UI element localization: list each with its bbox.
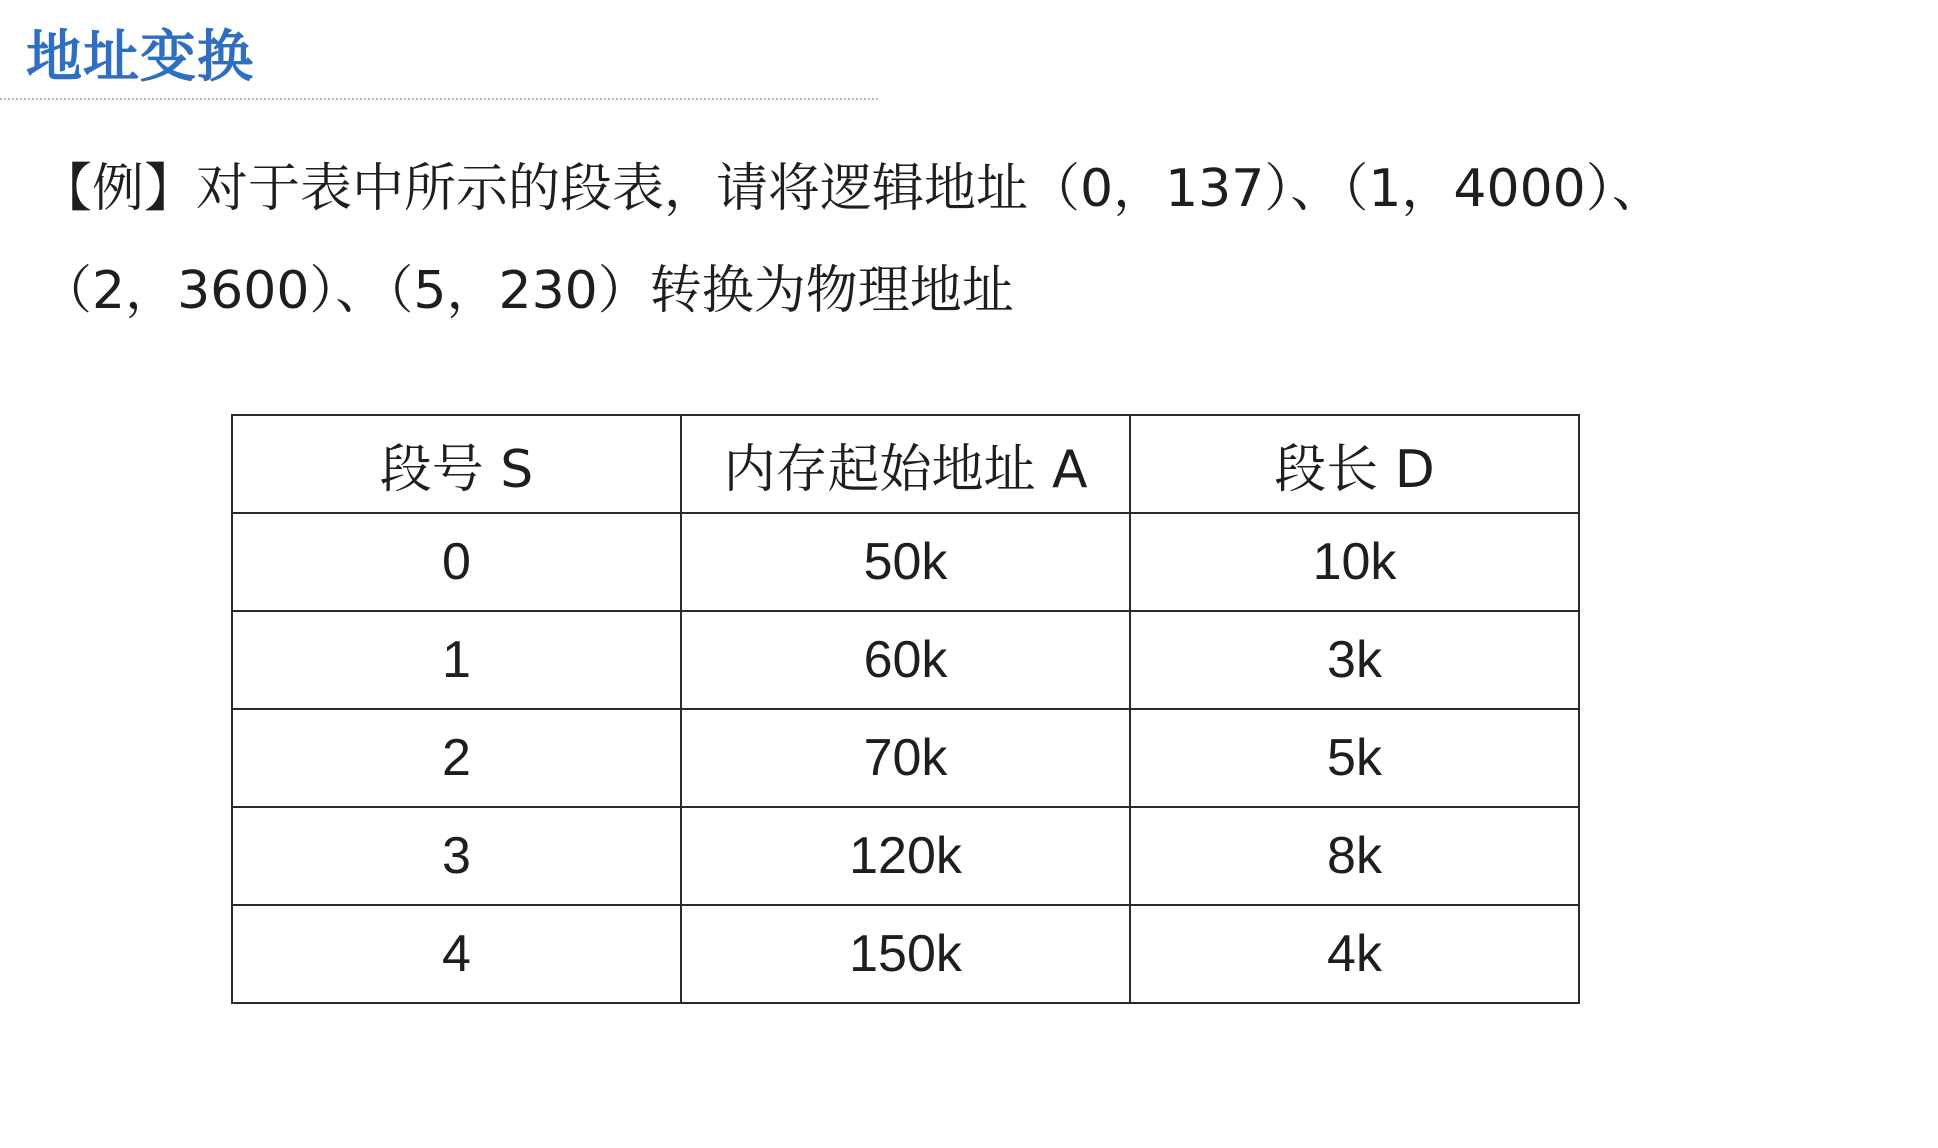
slide-title: 地址变换 [26, 25, 254, 90]
cell-start-address: 150k [681, 905, 1130, 1003]
cell-segment-length: 3k [1130, 611, 1579, 709]
cell-segment-number: 3 [232, 807, 681, 905]
cell-segment-length: 8k [1130, 807, 1579, 905]
table-row [232, 709, 1579, 807]
table-row [232, 807, 1579, 905]
cell-segment-number: 1 [232, 611, 681, 709]
cell-segment-number: 2 [232, 709, 681, 807]
title-divider [0, 98, 878, 100]
segment-table [231, 414, 1580, 1004]
cell-segment-number: 4 [232, 905, 681, 1003]
header-segment-length: 段长 D [1130, 415, 1579, 513]
cell-segment-length: 5k [1130, 709, 1579, 807]
cell-segment-length: 10k [1130, 513, 1579, 611]
cell-segment-number: 0 [232, 513, 681, 611]
cell-start-address: 50k [681, 513, 1130, 611]
cell-segment-length: 4k [1130, 905, 1579, 1003]
table-row [232, 905, 1579, 1003]
question-line-1: 【例】对于表中所示的段表，请将逻辑地址（0，137）、（1，4000）、 [40, 159, 1664, 219]
table-row [232, 611, 1579, 709]
cell-start-address: 120k [681, 807, 1130, 905]
cell-start-address: 60k [681, 611, 1130, 709]
header-memory-start-address: 内存起始地址 A [681, 415, 1130, 513]
table-header-row [232, 415, 1579, 513]
header-segment-number: 段号 S [232, 415, 681, 513]
question-text [40, 138, 1900, 342]
cell-start-address: 70k [681, 709, 1130, 807]
table-row [232, 513, 1579, 611]
question-line-2: （2，3600）、（5，230）转换为物理地址 [40, 261, 1014, 321]
